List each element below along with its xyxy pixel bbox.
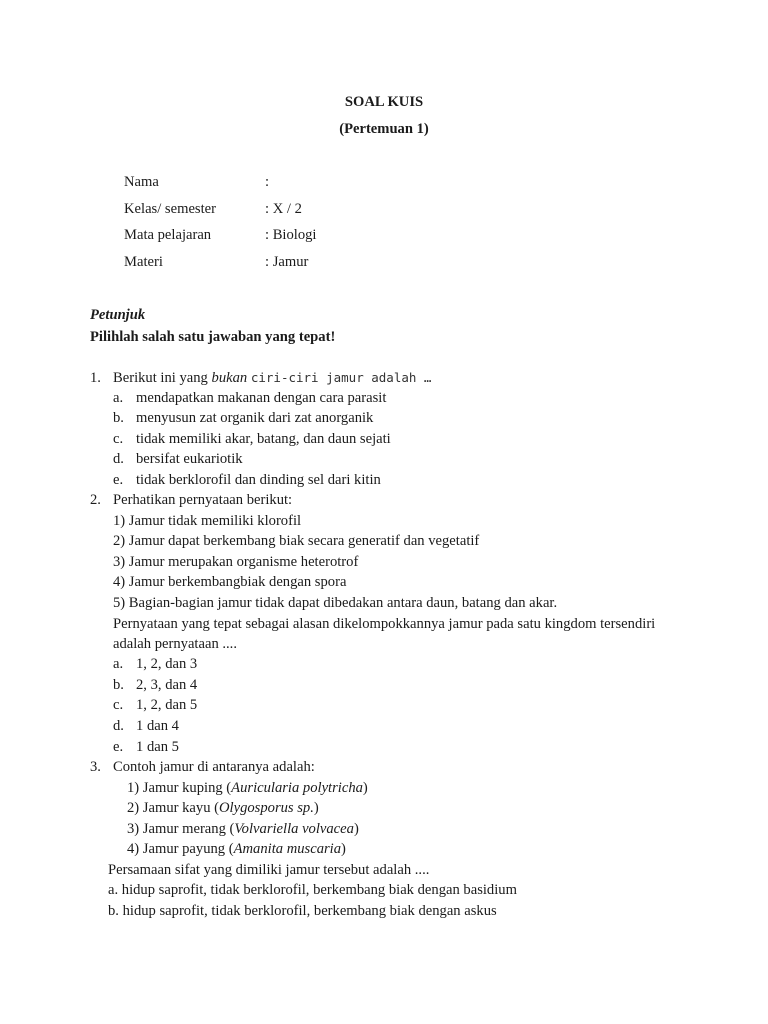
option-letter: c. [113,697,124,713]
option-text: 2, 3, dan 4 [136,677,198,693]
statement: 3) Jamur merupakan organisme heterotrof [113,554,359,570]
question-1-text: Berikut ini yang bukan ciri-ciri jamur adalah … [113,370,432,386]
page-title: SOAL KUIS [344,94,424,110]
statement: 4) Jamur berkembangbiak dengan spora [113,574,347,590]
option-text: 1 dan 4 [136,718,179,734]
option-letter: c. [113,431,124,447]
statement: 2) Jamur dapat berkembang biak secara generatif dan vegetatif [113,533,480,549]
info-label-kelas: Kelas/ semester [124,201,216,217]
option-text: tidak memiliki akar, batang, dan daun sejati [136,431,391,447]
question-2-prompt-line1: Pernyataan yang tepat sebagai alasan dikelompokkannya jamur pada satu kingdom tersendiri [113,616,656,632]
option-text: 1, 2, dan 3 [136,656,198,672]
question-number: 2. [90,492,101,508]
statement: 1) Jamur tidak memiliki klorofil [113,513,302,529]
example-item: 1) Jamur kuping (Auricularia polytricha) [127,780,368,796]
page-subtitle: (Pertemuan 1) [339,121,429,137]
info-label-mapel: Mata pelajaran [124,227,212,243]
info-value-nama: : [265,174,270,190]
option-letter: b. [113,677,124,693]
question-3-prompt: Persamaan sifat yang dimiliki jamur tersebut adalah .... [108,862,430,878]
question-3-text: Contoh jamur di antaranya adalah: [113,759,315,775]
statement: 5) Bagian-bagian jamur tidak dapat dibedakan antara daun, batang dan akar. [113,595,558,611]
info-value-materi: : Jamur [265,254,309,270]
question-number: 1. [90,370,101,386]
question-number: 3. [90,759,101,775]
option-text: tidak berklorofil dan dinding sel dari kitin [136,472,381,488]
option-text: a. hidup saprofit, tidak berklorofil, berkembang biak dengan basidium [108,882,517,898]
option-letter: e. [113,472,124,488]
option-letter: d. [113,451,124,467]
option-letter: a. [113,656,124,672]
option-text: menyusun zat organik dari zat anorganik [136,410,374,426]
info-label-nama: Nama [124,174,159,190]
option-letter: b. [113,410,124,426]
question-2-text: Perhatikan pernyataan berikut: [113,492,293,508]
instructions-text: Pilihlah salah satu jawaban yang tepat! [90,329,336,345]
example-item: 3) Jamur merang (Volvariella volvacea) [127,821,359,837]
option-text: b. hidup saprofit, tidak berklorofil, berkembang biak dengan askus [108,903,497,919]
option-letter: a. [113,390,124,406]
info-value-kelas: : X / 2 [265,201,302,217]
option-text: mendapatkan makanan dengan cara parasit [136,390,387,406]
option-letter: e. [113,739,124,755]
option-text: bersifat eukariotik [136,451,243,467]
example-item: 2) Jamur kayu (Olygosporus sp.) [127,800,319,816]
option-text: 1 dan 5 [136,739,179,755]
option-letter: d. [113,718,124,734]
example-item: 4) Jamur payung (Amanita muscaria) [127,841,346,857]
question-2-prompt-line2: adalah pernyataan .... [113,636,237,652]
instructions-heading: Petunjuk [90,307,146,323]
info-label-materi: Materi [124,254,163,270]
option-text: 1, 2, dan 5 [136,697,198,713]
info-value-mapel: : Biologi [265,227,317,243]
